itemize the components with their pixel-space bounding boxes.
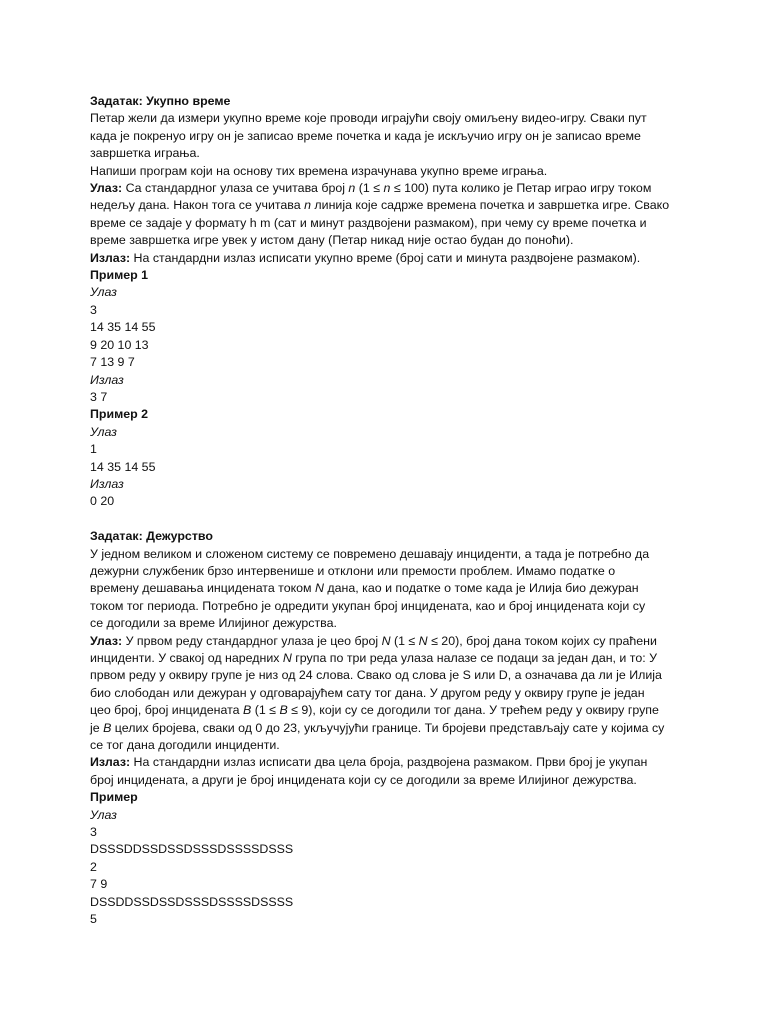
task2-input-line: се тог дана догодили инциденти. (90, 738, 280, 753)
example2-input-label: Улаз (90, 424, 117, 439)
text: На стандардни излаз исписати укупно време (број сати и минута раздвојене размаком). (130, 250, 641, 265)
task2-example-title: Пример (90, 790, 138, 805)
task2-example-input-value: 5 (90, 912, 97, 927)
task2-example-input-value: DSSSDDSSDSSDSSSDSSSSDSSS (90, 842, 294, 857)
document-page (90, 93, 680, 928)
example1-input-value: 9 20 10 13 (90, 337, 149, 352)
example1-input-value: 3 (90, 302, 97, 317)
task1-desc-line: када је покренуо игру он је записао време почетка и када је искључио игру он је записао време (90, 128, 641, 143)
task1-input-line (90, 197, 680, 214)
task2-input-line: првом реду у оквиру групе је низ од 24 слова. Свако од слова је S или D, а означава да ли је Илија (90, 668, 662, 683)
task2-example-input-value: 2 (90, 859, 97, 874)
task2-example-input-value: 7 9 (90, 877, 108, 892)
example2-input-value: 1 (90, 442, 97, 457)
task1-desc-line: завршетка играња. (90, 146, 200, 161)
variable: N (315, 581, 324, 596)
text: дана, као и податке о томе када је Илија био дежуран (323, 581, 639, 596)
task1-desc-line: Петар жели да измери укупно време које проводи играјући своју омиљену видео-игру. Сваки пут (90, 111, 647, 126)
text: група по три реда улаза налазе се подаци за један дан, и то: У (291, 650, 657, 665)
task2-input-line: био слободан или дежуран у одговарајућем сату тог дана. У другом реду у оквиру групе је један (90, 685, 645, 700)
text: ≤ 9), који су се догодили тог дана. У трећем реду у оквиру групе (287, 703, 659, 718)
variable: B (103, 720, 112, 735)
task2-input-line (90, 702, 680, 719)
task1-input-line: време се задаје у формату h m (сат и минут раздвојени размаком), при чему су време почетка и (90, 215, 647, 230)
text: Са стандардног улаза се учитава број (122, 181, 349, 196)
task2-output-line (90, 754, 680, 771)
task2-example-input-value: 3 (90, 825, 97, 840)
task2-desc-line (90, 580, 680, 597)
example2-output-label: Излаз (90, 476, 124, 491)
variable: N (282, 650, 292, 665)
example1-input-label: Улаз (90, 285, 117, 300)
task1-input-label: Улаз: (90, 181, 123, 196)
task1-input-line (90, 180, 680, 197)
task1-title: Задатак: Укупно време (90, 94, 231, 108)
variable: n (304, 198, 311, 213)
text: (1 ≤ (390, 633, 419, 648)
task1-output-line (90, 250, 680, 267)
task1-desc-line: Напиши програм који на основу тих времена израчунава укупно време играња. (90, 163, 548, 178)
task2-input-line (90, 720, 680, 737)
task2-desc-line: У једном великом и сложеном систему се повремено дешавају инциденти, а тада је потребно да (90, 546, 650, 561)
task2-desc-line: током тог периода. Потребно је одредити укупан број инцидената, као и број инцидената који су (90, 598, 646, 613)
text: цео број, број инцидената (90, 703, 244, 718)
task2-input-line (90, 633, 680, 650)
text: На стандардни излаз исписати два цела броја, раздвојена размаком. Први број је укупан (130, 755, 648, 770)
example1-output-value: 3 7 (90, 389, 108, 404)
variable: N (381, 633, 391, 648)
task2-title: Задатак: Дежурство (90, 529, 213, 544)
text: линија које садрже времена почетка и завршетка игре. Свако (310, 198, 670, 213)
example2-output-value: 0 20 (90, 494, 115, 509)
task2-input-line (90, 650, 680, 667)
task2-example-input-value: DSSDDSSDSSDSSSDSSSSDSSSS (90, 894, 294, 909)
section-spacer (90, 511, 680, 528)
text: времену дешавања инцидената током (90, 581, 316, 596)
variable: n (383, 181, 391, 196)
text: целих бројева, сваки од 0 до 23, укључујући границе. Ти бројеви представљају сате у којима су (111, 720, 665, 735)
task2-output-label: Излаз: (90, 755, 131, 770)
example1-output-label: Излаз (90, 372, 124, 387)
task2-example-input-label: Улаз (90, 807, 117, 822)
task2-desc-line: се догодили за време Илијиног дежурства. (90, 616, 337, 631)
text: је (90, 720, 104, 735)
example2-input-value: 14 35 14 55 (90, 459, 156, 474)
text: инциденти. У свакој од наредних (90, 650, 283, 665)
text: ≤ 20), број дана током којих су праћени (427, 633, 657, 648)
variable: N (418, 633, 428, 648)
variable: n (348, 181, 356, 196)
text: недељу дана. Након тога се учитава (90, 198, 305, 213)
text: ≤ 100) пута колико је Петар играо игру током (390, 181, 652, 196)
example1-title: Пример 1 (90, 268, 149, 283)
example1-input-value: 14 35 14 55 (90, 320, 156, 335)
example1-input-value: 7 13 9 7 (90, 355, 135, 370)
task2-desc-line: дежурни службеник брзо интервенише и отклони или премости проблем. Имамо податке о (90, 563, 616, 578)
text: У првом реду стандардног улаза је цео број (122, 633, 382, 648)
task2-input-label: Улаз: (90, 633, 123, 648)
task1-output-label: Излаз: (90, 250, 131, 265)
example2-title: Пример 2 (90, 407, 149, 422)
task2-output-line: број инцидената, а други је број инцидената који су се догодили за време Илијиног дежурства. (90, 772, 637, 787)
text: (1 ≤ (355, 181, 384, 196)
text: (1 ≤ (251, 703, 280, 718)
variable: B (279, 703, 288, 718)
variable: B (243, 703, 252, 718)
task1-input-line: време завршетка игре увек у истом дану (Петар никад није остао будан до поноћи). (90, 233, 574, 248)
